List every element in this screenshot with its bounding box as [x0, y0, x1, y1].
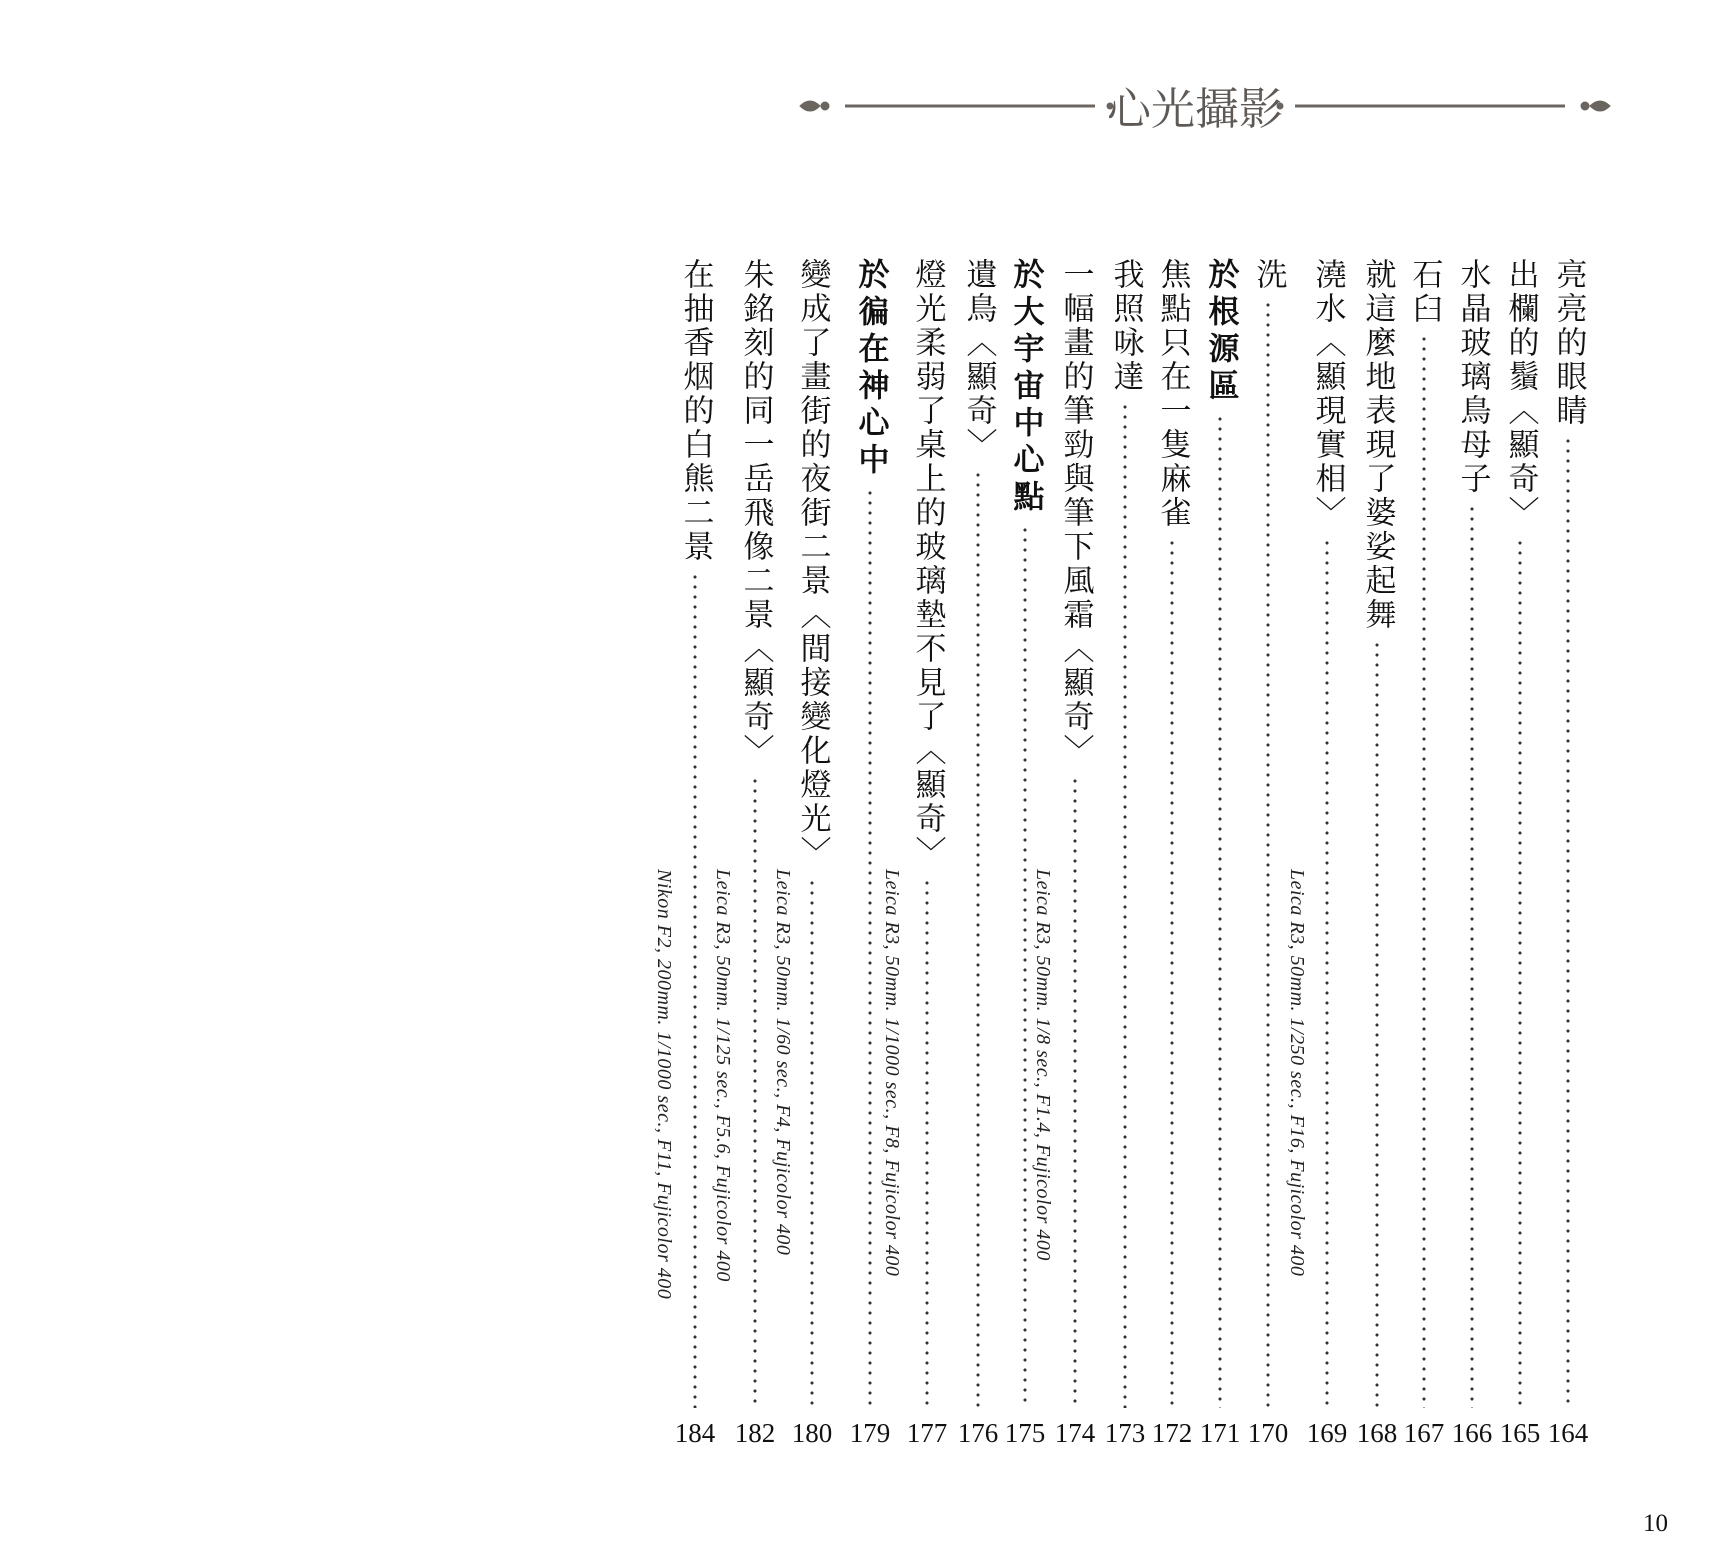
toc-page-number: 180 — [791, 1418, 833, 1448]
toc-entry[interactable] — [1244, 258, 1292, 1448]
dot-leader — [976, 470, 980, 1408]
toc-title: 一幅畫的筆勁與筆下風霜〈顯奇〉 — [1057, 258, 1094, 768]
toc-page-number: 179 — [849, 1418, 891, 1448]
dot-leader — [1470, 504, 1474, 1408]
toc-page-number: 166 — [1451, 1418, 1493, 1448]
toc-title: 就這麼地表現了婆娑起舞 — [1359, 258, 1396, 632]
toc-page-number: 172 — [1151, 1418, 1193, 1448]
toc-title: 於徧在神心中 — [852, 258, 889, 480]
dot-leader — [1123, 402, 1127, 1408]
toc-title: 亮亮的眼睛 — [1550, 258, 1587, 428]
toc-page-number: 167 — [1403, 1418, 1445, 1448]
dot-leader — [868, 488, 872, 1408]
dot-leader — [1218, 414, 1222, 1408]
dot-leader — [1422, 334, 1426, 1408]
toc-title: 出欄的鬚〈顯奇〉 — [1502, 258, 1539, 530]
toc-entry[interactable] — [954, 258, 1002, 1448]
toc-page-number: 165 — [1499, 1418, 1541, 1448]
photo-caption: Leica R3, 50mm. 1/8 sec., F1.4, Fujicolor 400 — [1031, 865, 1054, 1265]
toc-page-number: 176 — [957, 1418, 999, 1448]
photo-caption: Nikon F2, 200mm. 1/1000 sec., F11, Fujicolor 400 — [652, 865, 675, 1303]
toc-page-number: 177 — [906, 1418, 948, 1448]
toc-section-heading[interactable] — [1196, 258, 1244, 1448]
dot-leader — [753, 776, 757, 1408]
toc-title: 變成了畫街的夜街二景〈間接變化燈光〉 — [794, 258, 831, 870]
toc-title: 燈光柔弱了桌上的玻璃墊不見了〈顯奇〉 — [909, 258, 946, 870]
toc-title: 洗 — [1250, 258, 1287, 292]
photo-caption: Leica R3, 50mm. 1/1000 sec., F8, Fujicolor 400 — [880, 865, 903, 1280]
dot-leader — [925, 878, 929, 1408]
dot-leader — [1375, 640, 1379, 1408]
dot-leader — [1170, 538, 1174, 1408]
dot-leader — [1266, 300, 1270, 1408]
toc-title: 於根源區 — [1202, 258, 1239, 406]
dot-leader — [1325, 538, 1329, 1408]
toc-page-number: 169 — [1306, 1418, 1348, 1448]
toc-entry[interactable] — [903, 258, 951, 1448]
toc-entry[interactable] — [1353, 258, 1401, 1448]
toc-page-number: 184 — [674, 1418, 716, 1448]
toc-entry[interactable] — [1148, 258, 1196, 1448]
toc-entry[interactable] — [1051, 258, 1099, 1448]
photo-caption: Leica R3, 50mm. 1/250 sec., F16, Fujicolor 400 — [1285, 865, 1308, 1280]
toc-entry[interactable] — [788, 258, 836, 1448]
toc-title: 朱銘刻的同一岳飛像二景〈顯奇〉 — [737, 258, 774, 768]
toc-page-number: 170 — [1247, 1418, 1289, 1448]
toc-page-number: 175 — [1004, 1418, 1046, 1448]
header-calligraphy: 心光攝影 — [1107, 84, 1283, 135]
toc-title: 焦點只在一隻麻雀 — [1154, 258, 1191, 530]
toc-title: 遺鳥〈顯奇〉 — [960, 258, 997, 462]
dot-leader — [1566, 436, 1570, 1408]
toc-page-number: 164 — [1547, 1418, 1589, 1448]
dot-leader — [1518, 538, 1522, 1408]
page-number: 10 — [1643, 1510, 1668, 1537]
dot-leader — [1023, 525, 1027, 1408]
toc-title: 我照咏達 — [1107, 258, 1144, 394]
toc-entry[interactable] — [1448, 258, 1496, 1448]
photo-caption: Leica R3, 50mm. 1/125 sec., F5.6, Fujicolor 400 — [711, 865, 734, 1286]
toc-page-number: 171 — [1199, 1418, 1241, 1448]
toc-page-number: 174 — [1054, 1418, 1096, 1448]
toc-title: 澆水〈顯現實相〉 — [1309, 258, 1346, 530]
toc-title: 水晶玻璃鳥母子 — [1454, 258, 1491, 496]
toc-section-heading[interactable] — [846, 258, 894, 1448]
toc-entry[interactable] — [1101, 258, 1149, 1448]
toc-entry[interactable] — [731, 258, 779, 1448]
toc-title: 於大宇宙中心點 — [1007, 258, 1044, 517]
toc-page-number: 173 — [1104, 1418, 1146, 1448]
dot-leader — [1073, 776, 1077, 1408]
toc-page-number: 182 — [734, 1418, 776, 1448]
toc-section-heading[interactable] — [1001, 258, 1049, 1448]
dot-leader — [693, 572, 697, 1408]
dot-leader — [810, 878, 814, 1408]
toc-page-number: 168 — [1356, 1418, 1398, 1448]
toc-entry[interactable] — [1400, 258, 1448, 1448]
toc-entry[interactable] — [1496, 258, 1544, 1448]
header-ornament — [795, 72, 1615, 142]
toc-entry[interactable] — [1303, 258, 1351, 1448]
toc-entry[interactable] — [1544, 258, 1592, 1448]
toc-title: 石臼 — [1406, 258, 1443, 326]
photo-caption: Leica R3, 50mm. 1/60 sec., F4, Fujicolor 400 — [771, 865, 794, 1259]
toc-title: 在抽香烟的白熊二景 — [677, 258, 714, 564]
toc-entry[interactable] — [671, 258, 719, 1448]
